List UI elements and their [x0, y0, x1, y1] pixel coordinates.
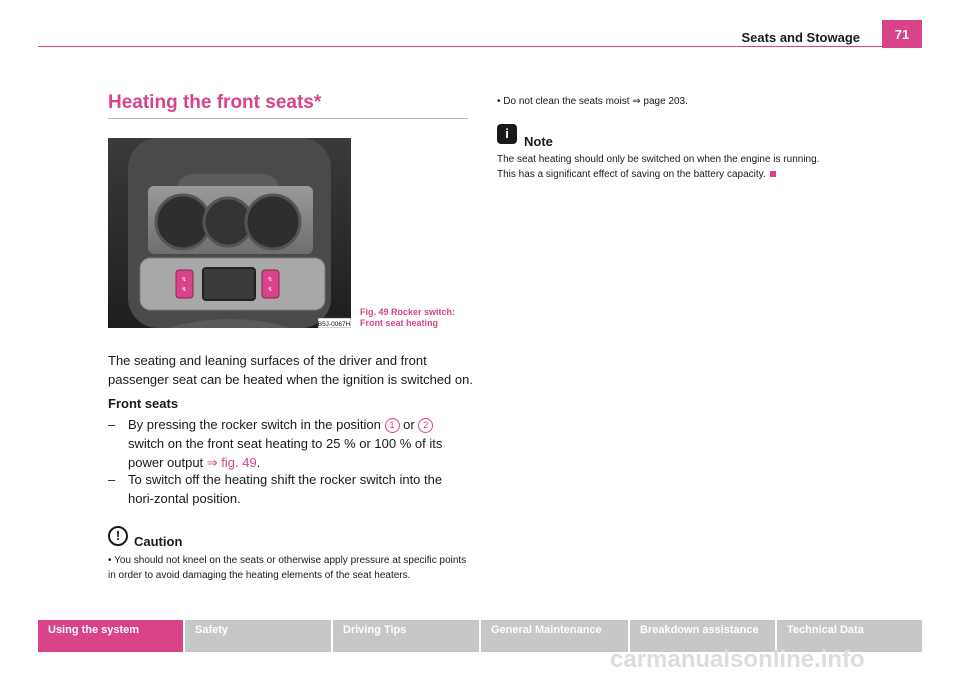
moist-text: Do not clean the seats moist ⇒ page 203. — [503, 96, 688, 107]
step2-text: To switch off the heating shift the rocker switch into the hori-zontal position. — [128, 472, 443, 506]
caution-text — [108, 553, 468, 583]
note-line1: The seat heating should only be switched on when the engine is running. — [497, 154, 820, 165]
title-divider — [108, 118, 468, 119]
nav-driving-tips[interactable]: Driving Tips — [333, 620, 479, 652]
step1-text-b: switch on the front seat heating to 25 % or 100 % of its power output — [128, 436, 443, 470]
step-dash: – — [108, 472, 116, 487]
note-line2-text: This has a significant effect of saving on the battery capacity. — [497, 169, 766, 180]
position-2-marker: 2 — [418, 418, 433, 433]
figure-caption-line2: Front seat heating — [360, 318, 439, 328]
nav-general-maintenance[interactable]: General Maintenance — [481, 620, 628, 652]
note-title: Note — [524, 134, 553, 149]
figure-caption-line1: Fig. 49 Rocker switch: — [360, 307, 456, 317]
svg-text:↯: ↯ — [181, 277, 187, 283]
caution-title: Caution — [134, 534, 183, 549]
image-code: B5J-0067H — [317, 321, 351, 328]
page-title: Heating the front seats* — [108, 92, 322, 113]
end-marker-icon — [770, 171, 776, 177]
watermark: carmanualsonline.info — [610, 646, 865, 673]
note-line2 — [497, 167, 897, 182]
bullet: • — [108, 555, 112, 566]
step1-or: or — [399, 417, 419, 432]
header-divider — [38, 46, 922, 47]
svg-text:↯: ↯ — [267, 287, 273, 293]
caution-icon: ! — [108, 526, 128, 546]
console-illustration — [108, 138, 351, 328]
position-1-marker: 1 — [385, 418, 400, 433]
note-icon: i — [497, 124, 517, 144]
step1-text-a: By pressing the rocker switch in the position — [128, 417, 385, 432]
step-press-rocker — [108, 415, 470, 472]
fig-49-link[interactable]: ⇒ fig. 49 — [206, 455, 257, 470]
page-number: 71 — [882, 20, 922, 48]
figure-caption — [360, 307, 455, 329]
note-text — [497, 152, 897, 182]
nav-using-the-system[interactable]: Using the system — [38, 620, 183, 652]
nav-safety[interactable]: Safety — [185, 620, 331, 652]
moist-warning — [497, 95, 877, 109]
caution-body: You should not kneel on the seats or otherwise apply pressure at specific points in order to avoid damaging the heating elements of the seat heaters. — [108, 555, 467, 581]
nav-technical-data[interactable]: Technical Data — [777, 620, 922, 652]
bullet: • — [497, 96, 501, 107]
intro-paragraph: The seating and leaning surfaces of the driver and front passenger seat can be heated when the ignition is switched on. — [108, 353, 473, 387]
nav-breakdown-assistance[interactable]: Breakdown assistance — [630, 620, 775, 652]
step-dash: – — [108, 417, 116, 432]
front-seats-subhead: Front seats — [108, 396, 179, 411]
step-switch-off — [108, 470, 470, 508]
step1-end: . — [256, 455, 261, 470]
svg-text:↯: ↯ — [267, 277, 273, 283]
seat-heating-figure — [108, 138, 351, 328]
svg-text:↯: ↯ — [181, 287, 187, 293]
header-section-title: Seats and Stowage — [741, 30, 860, 45]
